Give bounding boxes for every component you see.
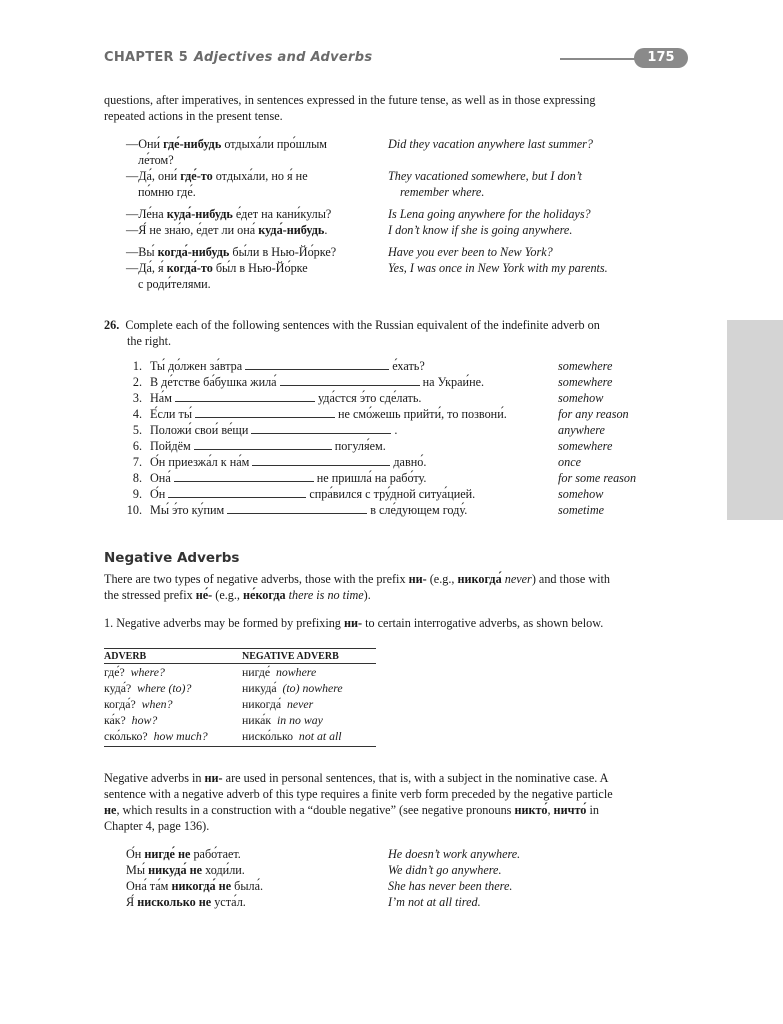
answer-blank[interactable]: [174, 471, 314, 482]
example-ru: —Они́ где́-нибудь отдыха́ли про́шлым: [126, 137, 327, 151]
table-row: когда́? when? никогда́ never: [104, 697, 314, 711]
example-ru: Я́ нисколько не уста́л.: [126, 895, 246, 909]
answer-blank[interactable]: [280, 375, 420, 386]
header-rule: [560, 58, 640, 60]
instruction-text: the right.: [127, 334, 172, 348]
exercise-item: 2. В де́тстве ба́бушка жила́ на Украи́не. somewhere: [132, 375, 613, 389]
page-number-badge: 175: [634, 48, 688, 68]
chapter-number: CHAPTER 5: [104, 50, 189, 65]
rule-1: 1. Negative adverbs may be formed by prefixing ни- to certain interrogative adverbs, as shown below.: [104, 616, 604, 630]
exercise-instruction: [104, 317, 684, 349]
answer-blank[interactable]: [168, 487, 306, 498]
example-en: I’m not at all tired.: [388, 895, 481, 909]
negative-intro: There are two types of negative adverbs, those with the prefix ни- (e.g., никогда́ never) and those with the stressed prefix не́- (e.g., не́когда there is no time).: [104, 572, 611, 602]
answer-blank[interactable]: [175, 391, 315, 402]
table-row: ка́к? how? ника́к in no way: [104, 713, 323, 727]
example-ru: —Вы́ когда́-нибудь бы́ли в Нью-Йо́рке?: [126, 245, 337, 259]
example-ru: —Ле́на куда́-нибудь е́дет на кани́кулы?: [126, 207, 332, 221]
dialogue-en: [388, 136, 688, 276]
exercise-item: 9. О́н спра́вился с тру́дной ситуа́цией. somehow: [132, 487, 604, 501]
column-header: NEGATIVE ADVERB: [242, 649, 376, 664]
section-heading: Negative Adverbs: [104, 550, 240, 566]
example-ru-cont: с роди́телями.: [138, 277, 211, 291]
answer-blank[interactable]: [227, 503, 367, 514]
exercise-item: 1. Ты́ до́лжен за́втра е́хать? somewhere: [132, 359, 613, 373]
example-ru-cont: по́мню где́.: [138, 185, 196, 199]
exercise-item: 4. Е́сли ты́ не смо́жешь прийти́, то позвони́. for any reason: [132, 407, 629, 421]
example-en-cont: remember where.: [400, 185, 485, 199]
example-ru: Она́ та́м никогда́ не была́.: [126, 879, 264, 893]
exercise-item: 8. Она́ не пришла́ на рабо́ту. for some reason: [132, 471, 637, 485]
example-ru: Мы́ никуда́ не ходи́ли.: [126, 863, 245, 877]
dialogue-ru: [126, 136, 386, 292]
example-en: I don’t know if she is going anywhere.: [388, 223, 573, 237]
example-en: He doesn’t work anywhere.: [388, 847, 521, 861]
answer-blank[interactable]: [245, 359, 389, 370]
table-row: где́? where? нигде́ nowhere: [104, 665, 317, 679]
final-examples-en: [388, 846, 688, 910]
chapter-title: [104, 50, 372, 65]
adverb-table: [104, 648, 376, 747]
chapter-subtitle: Adjectives and Adverbs: [194, 50, 373, 65]
answer-blank[interactable]: [252, 455, 390, 466]
example-en: We didn’t go anywhere.: [388, 863, 502, 877]
example-ru-cont: ле́том?: [138, 153, 174, 167]
exercise-number: 26.: [104, 318, 120, 332]
example-en: Did they vacation anywhere last summer?: [388, 137, 594, 151]
example-ru: —Да́, они́ где́-то отдыха́ли, но я́ не: [126, 169, 308, 183]
example-en: They vacationed somewhere, but I don’t: [388, 169, 582, 183]
column-header: ADVERB: [104, 649, 242, 664]
intro-paragraph: [104, 92, 684, 124]
example-en: She has never been there.: [388, 879, 513, 893]
answer-blank[interactable]: [194, 439, 332, 450]
answer-blank[interactable]: [251, 423, 391, 434]
intro-line: questions, after imperatives, in sentences expressed in the future tense, as well as in those expressing: [104, 93, 596, 107]
instruction-text: Complete each of the following sentences with the Russian equivalent of the indefinite adverb on: [125, 318, 600, 332]
answer-blank[interactable]: [195, 407, 335, 418]
table-row: куда́? where (to)? никуда́ (to) nowhere: [104, 681, 343, 695]
exercise-item: 10. Мы́ э́то ку́пим в сле́дующем году́. sometime: [126, 503, 605, 517]
intro-line: repeated actions in the present tense.: [104, 109, 283, 123]
side-tab: [727, 320, 783, 520]
exercise-item: 7. О́н приезжа́л к на́м давно́. once: [132, 455, 582, 469]
final-examples-ru: [126, 846, 386, 910]
example-en: Have you ever been to New York?: [388, 245, 553, 259]
exercise-item: 5. Положи́ свои́ ве́щи . anywhere: [132, 423, 605, 437]
example-ru: —Да́, я́ когда́-то бы́л в Нью-Йо́рке: [126, 261, 308, 275]
negative-explanation: Negative adverbs in ни- are used in personal sentences, that is, with a subject in the nominative case. A sentence with a negative adverb of this type requires a finite verb form preceded by the negative particle не, which results in a construction with a “double negative” (see negative pronouns никто́, ничто́ in Chapter 4, page 136).: [104, 771, 613, 833]
exercise-item: 6. Пойдём погуля́ем. somewhere: [132, 439, 613, 453]
table-row: ско́лько? how much? ниско́лько not at all: [104, 728, 376, 747]
exercise-item: 3. На́м уда́стся э́то сде́лать. somehow: [132, 391, 604, 405]
page-header: [104, 48, 684, 70]
example-en: Yes, I was once in New York with my parents.: [388, 261, 608, 275]
example-ru: —Я́ не зна́ю, е́дет ли она́ куда́-нибудь.: [126, 223, 328, 237]
example-ru: О́н нигде́ не рабо́тает.: [126, 847, 241, 861]
example-en: Is Lena going anywhere for the holidays?: [388, 207, 591, 221]
